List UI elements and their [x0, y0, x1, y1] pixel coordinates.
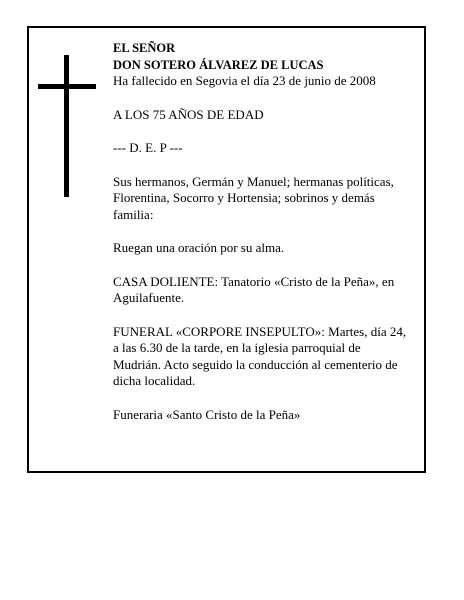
family-line: Florentina, Socorro y Hortensia; sobrinos y demás	[113, 190, 375, 205]
funeral-line: a las 6.30 de la tarde, en la iglesia parroquial de	[113, 340, 361, 355]
funeral-line: dicha localidad.	[113, 373, 196, 388]
family-line: familia:	[113, 206, 154, 222]
cross-icon	[64, 55, 69, 197]
deceased-name: DON SOTERO ÁLVAREZ DE LUCAS	[113, 57, 324, 72]
funeral-line: Mudrián. Acto seguido la conducción al cementerio de	[113, 356, 398, 372]
death-statement: Ha fallecido en Segovia el día 23 de junio de 2008	[113, 73, 376, 88]
prayer-request: Ruegan una oración por su alma.	[113, 240, 285, 255]
funeraria-line: Funeraria «Santo Cristo de la Peña»	[113, 406, 301, 422]
family-line: Sus hermanos, Germán y Manuel; hermanas políticas,	[113, 173, 394, 189]
obituary-text	[113, 40, 423, 423]
cross-icon-crossbar	[38, 84, 96, 89]
age-statement: A LOS 75 AÑOS DE EDAD	[113, 106, 264, 122]
rip-statement: --- D. E. P ---	[113, 140, 183, 155]
casa-doliente-line: CASA DOLIENTE: Tanatorio «Cristo de la Peña», en	[113, 273, 395, 289]
title-line: EL SEÑOR	[113, 41, 176, 55]
funeral-line: FUNERAL «CORPORE INSEPULTO»: Martes, día 24,	[113, 323, 407, 339]
casa-doliente-line: Aguilafuente.	[113, 290, 185, 305]
